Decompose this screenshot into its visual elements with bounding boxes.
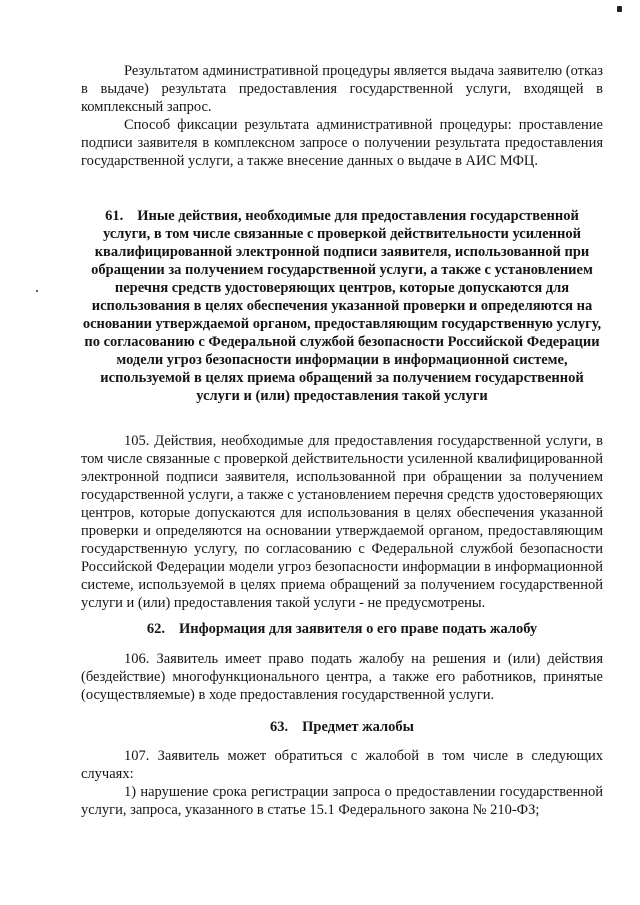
- section-61-heading: [81, 207, 603, 405]
- section-63-heading: [81, 718, 603, 736]
- paragraph-105: 105. Действия, необходимые для предоставления государственной услуги, в том числе связанные с проверкой действительности усиленной квалифицированной электронной подписи заявителя, использованной при обращении за получением государственной услуги, а также с установлением перечня средств удостоверяющих центров, которые допускаются для использования в целях обеспечения указанной проверки и определяются на основании утверждаемой органом, предоставляющим государственную услугу, по согласованию с Федеральной службой безопасности Российской Федерации модели угроз безопасности информации в информационной системе, используемой в целях приема обращений за получением государственной услуги и (или) предоставления такой услуги - не предусмотрены.: [81, 433, 603, 611]
- section-63-body: [81, 747, 603, 819]
- section-62-heading: [81, 620, 603, 638]
- section-62-title: Информация для заявителя о его праве подать жалобу: [178, 621, 538, 637]
- scan-dot: [36, 290, 38, 292]
- list-item-1: 1) нарушение срока регистрации запроса о предоставлении государственной услуги, запроса, указанного в статье 15.1 Федерального закона № 210-ФЗ;: [81, 784, 603, 818]
- section-61-number: 61.: [105, 208, 124, 224]
- section-63-number: 63.: [270, 719, 289, 735]
- paragraph-107: 107. Заявитель может обратиться с жалобой в том числе в следующих случаях:: [81, 748, 603, 782]
- result-paragraph: Результатом административной процедуры является выдача заявителю (отказ в выдаче) результата предоставления государственной услуги, входящей в комплексный запрос.: [81, 63, 603, 115]
- section-61-title: Иные действия, необходимые для предоставления государственной услуги, в том числе связанные с проверкой действительности усиленной квалифицированной электронной подписи заявителя, использованной при обращении за получением государственной услуги, а также с установлением перечня средств удостоверяющих центров, которые допускаются для использования в целях обеспечения указанной проверки и определяются на основании утверждаемой органом, предоставляющим государственную услугу, по согласованию с Федеральной службой безопасности Российской Федерации модели угроз безопасности информации в информационной системе, используемой в целях приема обращений за получением государственной услуги и (или) предоставления такой услуги: [82, 208, 602, 404]
- paragraph-106: 106. Заявитель имеет право подать жалобу на решения и (или) действия (бездействие) многофункционального центра, а также его работников, принятые (осуществляемые) в ходе предоставления государственной услуги.: [81, 651, 603, 703]
- section-62-body: [81, 650, 603, 704]
- fixation-paragraph: Способ фиксации результата административной процедуры: проставление подписи заявителя в комплексном запросе о получении результата предоставления государственной услуги, а также внесение данных о выдаче в АИС МФЦ.: [81, 117, 603, 169]
- section-62-number: 62.: [146, 621, 165, 637]
- section-63-title: Предмет жалобы: [302, 719, 414, 735]
- intro-block: [81, 62, 603, 170]
- scan-mark: [617, 6, 622, 12]
- section-61-body: [81, 432, 603, 612]
